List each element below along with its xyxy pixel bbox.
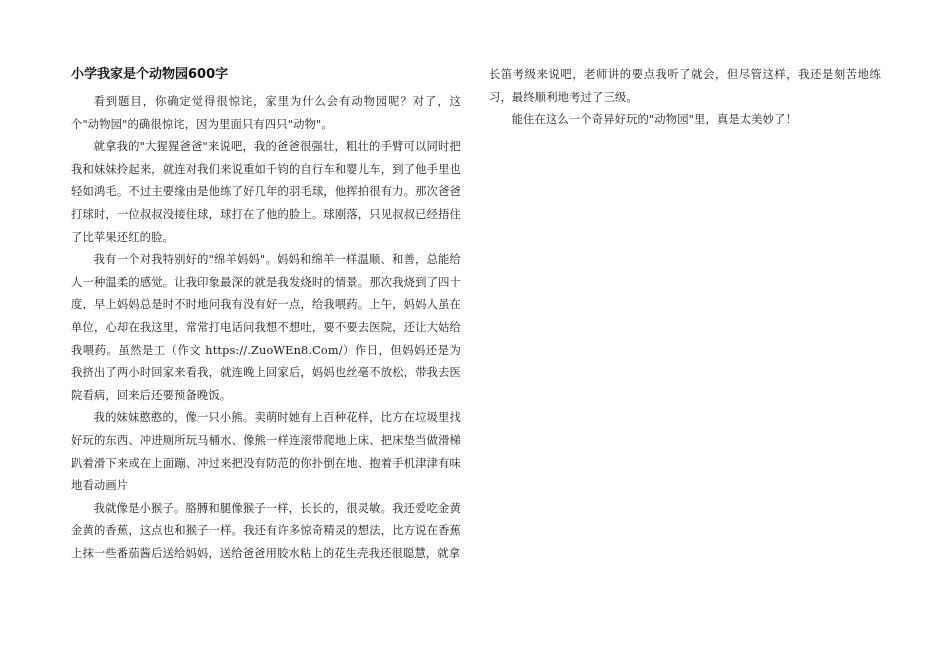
paragraph-sister: 我的妹妹憨憨的，像一只小熊。卖萌时她有上百种花样，比方在垃圾里找好玩的东西、冲进厕所玩马桶水、像熊一样连滚带爬地上床、把床垫当做滑梯趴着滑下来或在上面蹦、冲过来把没有防范的你扑倒在地、抱着手机津津有味地看动画片 — [71, 411, 461, 493]
right-column — [489, 64, 881, 132]
paragraph-father: 就拿我的"大猩猩爸爸"来说吧，我的爸爸很强壮，粗壮的手臂可以同时把我和妹妹拎起来，就连对我们来说重如千钧的自行车和婴儿车，到了他手里也轻如鸿毛。不过主要缘由是他练了好几年的羽毛球，他挥拍很有力。那次爸爸打球时，一位叔叔没接住球，球打在了他的脸上。球刚落，只见叔叔已经捂住了比苹果还红的脸。 — [71, 140, 461, 244]
paragraph-self-continued: 长笛考级来说吧，老师讲的要点我听了就会，但尽管这样，我还是刻苦地练习，最终顺利地考过了三级。 — [489, 68, 881, 104]
paragraph-self: 我就像是小猴子。胳膊和腿像猴子一样，长长的，很灵敏。我还爱吃金黄金黄的香蕉，这点也和猴子一样。我还有许多惊奇精灵的想法，比方说在香蕉上抹一些番茄酱后送给妈妈，送给爸爸用胶水粘上的花生壳我还很聪慧，就拿 — [71, 501, 461, 560]
left-column — [71, 64, 461, 565]
paragraph-conclusion: 能住在这么一个奇异好玩的"动物园"里，真是太美妙了！ — [511, 113, 798, 127]
paragraph-mother: 我有一个对我特别好的"绵羊妈妈"。妈妈和绵羊一样温顺、和善，总能给人一种温柔的感觉。让我印象最深的就是我发烧时的情景。那次我烧到了四十度，早上妈妈总是时不时地问我有没有好一点，给我喂药。上午，妈妈人虽在单位，心却在我这里，常常打电话问我想不想吐，要不要去医院，还让大姑给我喂药。虽然是工（作文 https://.ZuoWEn8.Com/）作日，但妈妈还是为我挤出了两小时回家来看我，就连晚上回家后，妈妈也丝毫不放松，带我去医院看病，回来后还要预备晚饭。 — [71, 253, 461, 402]
paragraph-intro: 看到题目，你确定觉得很惊诧，家里为什么会有动物园呢？对了，这个"动物园"的确很惊诧，因为里面只有四只"动物"。 — [71, 95, 461, 131]
document-title: 小学我家是个动物园600字 — [71, 67, 229, 82]
